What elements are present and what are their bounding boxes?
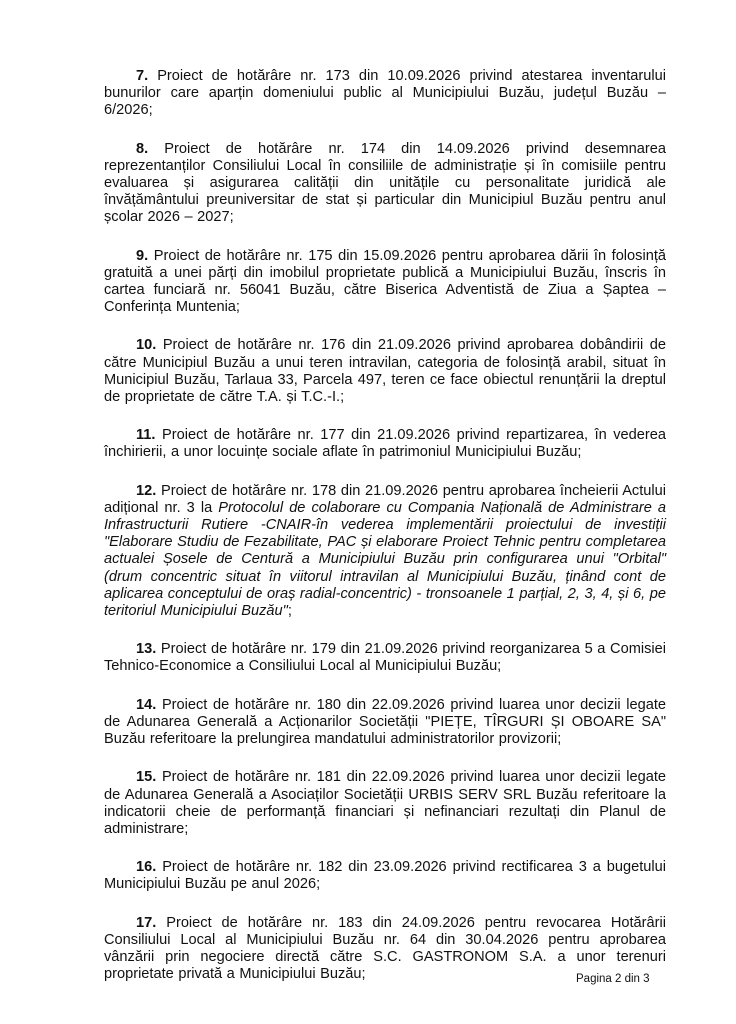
item-number: 8. [136, 140, 149, 157]
item-text: Proiect de hotărâre nr. 173 din 10.09.2026 privind atestarea inventarului bunurilor care aparțin domeniului public al Municipiului Buzău, județul Buzău – 6/2026; [104, 68, 666, 119]
item-text: Proiect de hotărâre nr. 179 din 21.09.2026 privind reorganizarea 5 a Comisiei Tehnico-Economice a Consiliului Local al Municipiului Buzău; [104, 641, 666, 675]
agenda-item [104, 859, 666, 893]
agenda-item [104, 248, 666, 317]
item-text: Proiect de hotărâre nr. 177 din 21.09.2026 privind repartizarea, în vederea închirierii, a unor locuințe sociale aflate în patrimoniul Municipiului Buzău; [104, 427, 666, 461]
agenda-item [104, 68, 666, 120]
item-text: Proiect de hotărâre nr. 183 din 24.09.2026 pentru revocarea Hotărârii Consiliului Local al Municipiului Buzău nr. 64 din 30.04.2026 pentru aprobarea vânzării prin negociere directă către S.C. GASTRONOM S.A. a unor terenuri proprietate privată a Municipiului Buzău; [104, 914, 666, 983]
item-number: 15. [136, 769, 157, 786]
item-number: 16. [136, 859, 157, 876]
item-number: 10. [136, 337, 157, 354]
agenda-item [104, 427, 666, 461]
agenda-list [104, 68, 666, 1004]
item-text: Proiect de hotărâre nr. 178 din 21.09.2026 pentru aprobarea încheierii Actului adițional nr. 3 la [104, 482, 666, 516]
item-number: 9. [136, 247, 149, 264]
item-text: Proiect de hotărâre nr. 181 din 22.09.2026 privind luarea unor decizii legate de Adunarea Generală a Asociaților Societății URBIS SERV SRL Buzău referitoare la indicatorii cheie de performanță financiari și nefinanciari rezultați din Planul de administrare; [104, 769, 667, 837]
item-text: Proiect de hotărâre nr. 175 din 15.09.2026 pentru aprobarea dării în folosință gratuită a unei părți din imobilul proprietate publică a Municipiului Buzău, înscris în cartea funciară nr. 56041 Buzău, către Biserica Adventistă de Ziua a Șaptea – Conferința Muntenia; [104, 247, 666, 316]
agenda-item [104, 641, 666, 675]
item-text: Proiect de hotărâre nr. 174 din 14.09.2026 privind desemnarea reprezentanților Consiliului Local în consiliile de administrație și în comisiile pentru evaluarea și asigurarea calității din unitățile cu personalitate juridică ale învățământului preuniversitar de stat și particular din Municipiul Buzău pentru anul școlar 2026 – 2027; [104, 140, 667, 226]
item-text-italic: Protocolul de colaborare cu Compania Națională de Administrare a Infrastructurii Rutiere -CNAIR-în vederea implementării proiectului de investiții "Elaborare Studiu de Fezabilitate, PAC și elaborare Proiect Tehnic pentru completarea actualei Șosele de Centură a Municipiului Buzău prin configurarea unui "Orbital" (drum concentric situat în viitorul intravilan al Municipiului Buzău, ținând cont de aplicarea conceptului de oraș radial-concentric) - tronsoanele 1 parțial, 2, 3, 4, și 6, pe teritoriul Municipiului Buzău" [104, 499, 666, 620]
item-text: Proiect de hotărâre nr. 182 din 23.09.2026 privind rectificarea 3 a bugetului Municipiului Buzău pe anul 2026; [104, 859, 666, 893]
page-number: Pagina 2 din 3 [576, 973, 650, 985]
item-number: 11. [136, 427, 156, 444]
agenda-item [104, 769, 666, 838]
agenda-item [104, 337, 666, 406]
item-text: Proiect de hotărâre nr. 176 din 21.09.2026 privind aprobarea dobândirii de către Municipiul Buzău a unui teren intravilan, categoria de folosință arabil, situat în Municipiul Buzău, Tarlaua 33, Parcela 497, teren ce face obiectul renunțării la dreptul de proprietate de către T.A. și T.C.-I.; [104, 337, 667, 406]
agenda-item [104, 483, 666, 621]
item-text-end: ; [287, 603, 292, 620]
item-number: 13. [136, 641, 157, 658]
item-text: Proiect de hotărâre nr. 180 din 22.09.2026 privind luarea unor decizii legate de Adunarea Generală a Acționarilor Societății "PIEȚE, TÎRGURI ȘI OBOARE SA" Buzău referitoare la prelungirea mandatului administratorilor provizorii; [104, 696, 667, 748]
agenda-item [104, 141, 666, 227]
item-number: 12. [136, 482, 157, 499]
item-number: 17. [136, 914, 157, 931]
item-number: 7. [136, 68, 149, 84]
agenda-item [104, 697, 666, 749]
item-number: 14. [136, 696, 157, 713]
